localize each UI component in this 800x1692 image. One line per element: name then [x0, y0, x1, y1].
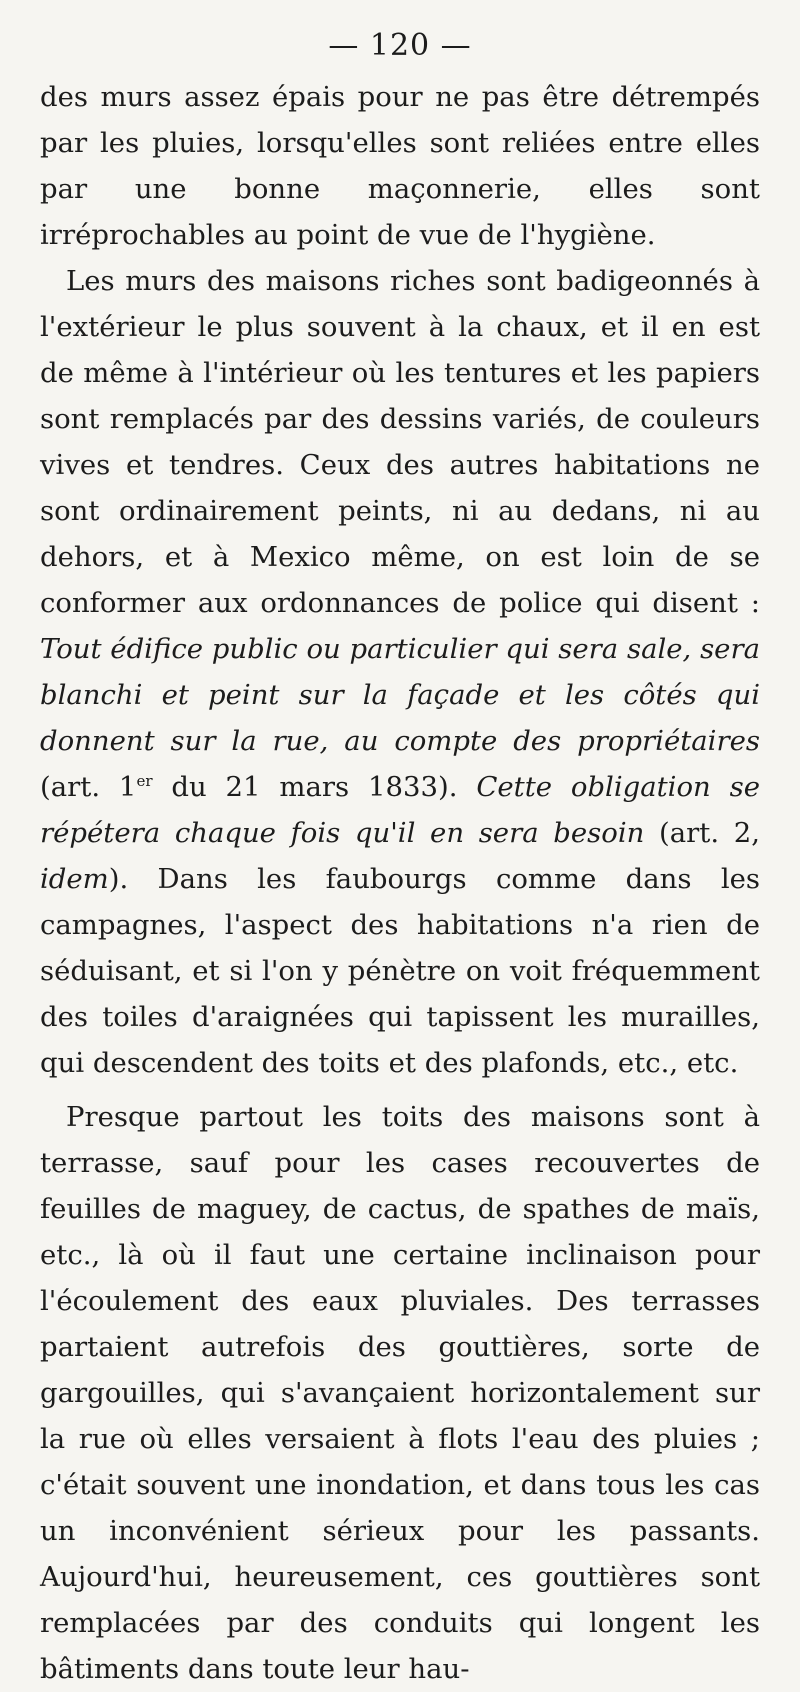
italic-quote: Cette obligation se répétera chaque fois qu'il en sera besoin	[40, 771, 760, 849]
text-run: ). Dans les faubourgs comme dans les campagnes, l'aspect des habitations n'a rien de séduisant, et si l'on y pénètre on voit fréquemment des toiles d'araignées qui tapissent les murailles, qui descendent des toits et des plafonds, etc., etc.	[40, 863, 760, 1079]
text-run: (art. 2,	[644, 817, 760, 849]
paragraph-3	[40, 1094, 760, 1692]
text-run: Les murs des maisons riches sont badigeonnés à l'extérieur le plus souvent à la chaux, et il en est de même à l'intérieur où les tentures et les papiers sont remplacés par des dessins variés, de couleurs vives et tendres. Ceux des autres habitations ne sont ordinairement peints, ni au dedans, ni au dehors, et à Mexico même, on est loin de se conformer aux ordonnances de police qui disent :	[40, 265, 760, 619]
italic-reference: idem	[40, 863, 109, 895]
italic-quote: Tout édifice public ou particulier qui sera sale, sera blanchi et peint sur la façade et les côtés qui donnent sur la rue, au compte des propriétaires	[40, 633, 760, 757]
text-run: des murs assez épais pour ne pas être détrempés par les pluies, lorsqu'elles sont reliées entre elles par une bonne maçonnerie, elles sont irréprochables au point de vue de l'hygiène.	[40, 81, 760, 251]
paragraph-1	[40, 74, 760, 258]
text-run: Presque partout les toits des maisons sont à terrasse, sauf pour les cases recouvertes de feuilles de maguey, de cactus, de spathes de maïs, etc., là où il faut une certaine inclinaison pour l'écoulement des eaux pluviales. Des terrasses partaient autrefois des gouttières, sorte de gargouilles, qui s'avançaient horizontalement sur la rue où elles versaient à flots l'eau des pluies ; c'était souvent une inondation, et dans tous les cas un inconvénient sérieux pour les passants. Aujourd'hui, heureusement, ces gouttières sont remplacées par des conduits qui longent les bâtiments dans toute leur hau-	[40, 1101, 760, 1685]
ordinal-superscript: er	[136, 771, 153, 790]
text-run: (art. 1	[40, 771, 137, 803]
paragraph-2	[40, 258, 760, 1086]
text-run: du 21 mars 1833).	[152, 771, 477, 803]
page-number: — 120 —	[328, 28, 472, 63]
